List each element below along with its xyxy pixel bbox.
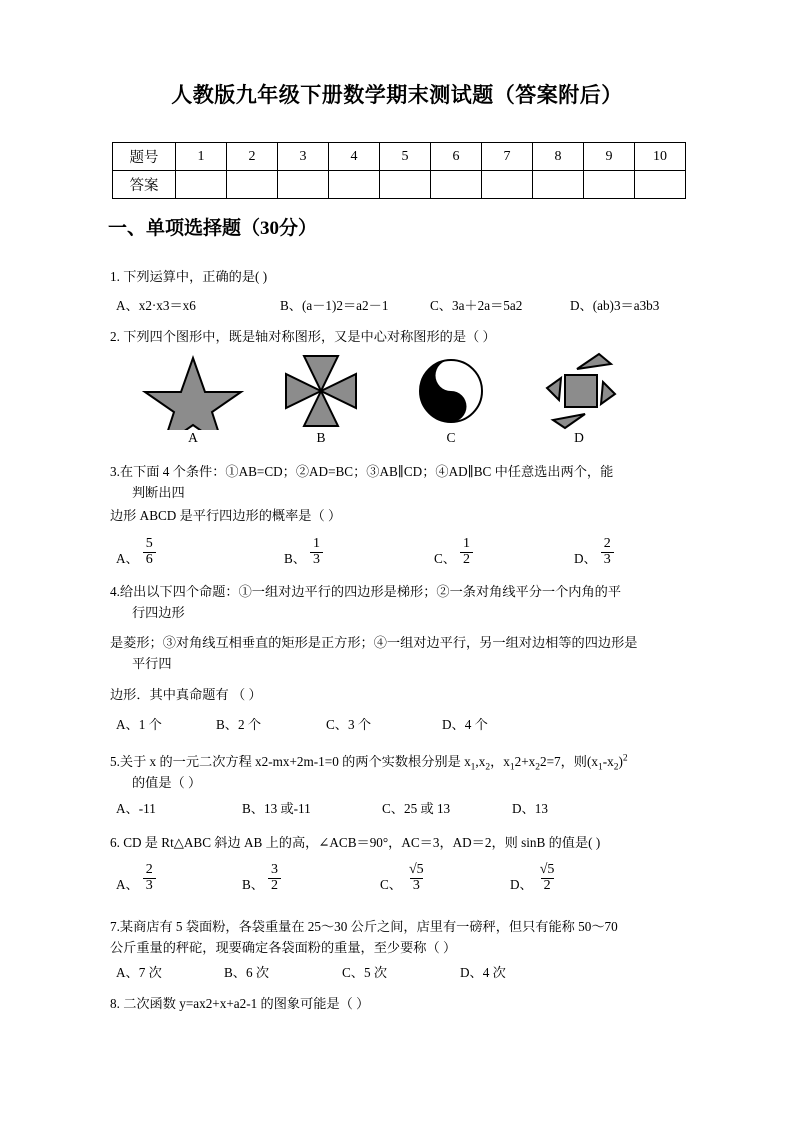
figure-b-pinwheel-cross [266, 352, 376, 430]
question-number-cell: 1 [176, 143, 227, 171]
page-title: 人教版九年级下册数学期末测试题（答案附后） [171, 83, 623, 107]
question-text-line-2: 行四边形 [132, 605, 185, 620]
question-3-options [112, 536, 712, 582]
figure-d-square-pinwheel [524, 352, 634, 430]
option-d[interactable]: D、4 次 [460, 965, 506, 980]
option-d[interactable]: D、4 个 [442, 717, 488, 732]
answer-cell[interactable] [227, 171, 278, 199]
question-number: 5. [110, 754, 120, 769]
question-number-cell: 4 [329, 143, 380, 171]
row-header-question-number: 题号 [113, 143, 176, 171]
question-number: 2. [110, 329, 120, 344]
question-number-cell: 10 [635, 143, 686, 171]
figure-c-yin-yang [396, 352, 506, 430]
question-7-options [112, 962, 712, 982]
question-text: 下列运算中，正确的是( ) [123, 269, 268, 284]
answer-sheet-table [112, 142, 686, 199]
question-5 [110, 751, 685, 793]
question-5-options [112, 798, 712, 818]
question-number-cell: 7 [482, 143, 533, 171]
section-heading-multiple-choice: 一、单项选择题（30分） [108, 218, 318, 239]
option-b[interactable]: B、 $\frac{3}{2}$ [242, 863, 281, 893]
question-7 [110, 916, 688, 958]
figure-a-label: A [188, 430, 198, 445]
question-text-line-1: 某商店有 5 袋面粉，各袋重量在 25～30 公斤之间，店里有一磅秤，但只有能称 50～70 [119, 919, 618, 934]
answer-cell[interactable] [533, 171, 584, 199]
figure-d-label: D [574, 430, 584, 445]
question-text-line-5: 边形．其中真命题有 （ ） [110, 687, 262, 702]
question-1 [110, 266, 670, 287]
question-8 [110, 993, 680, 1014]
option-a[interactable]: A、-11 [116, 801, 156, 816]
option-d[interactable]: D、(ab)3＝a3b3 [570, 298, 660, 313]
question-number: 6. [110, 835, 120, 850]
option-c[interactable]: C、3a＋2a＝5a2 [430, 298, 523, 313]
option-d[interactable]: D、 $\frac{2}{3}$ [574, 537, 614, 567]
question-text-line-2: 公斤重量的秤砣，现要确定各袋面粉的重量，至少要称（ ） [110, 940, 457, 955]
question-2 [110, 326, 690, 347]
option-c[interactable]: C、3 个 [326, 717, 372, 732]
option-d[interactable]: D、13 [512, 801, 548, 816]
option-c[interactable]: C、5 次 [342, 965, 388, 980]
row-header-answer: 答案 [113, 171, 176, 199]
option-c[interactable]: C、25 或 13 [382, 801, 451, 816]
question-3 [110, 461, 680, 503]
question-number: 1. [110, 269, 120, 284]
option-b[interactable]: B、2 个 [216, 717, 262, 732]
question-4-continued [110, 632, 680, 674]
option-c[interactable]: C、 $\frac{√5}{3}$ [380, 862, 424, 893]
option-b[interactable]: B、6 次 [224, 965, 270, 980]
option-d[interactable]: D、 $\frac{√5}{2}$ [510, 862, 555, 893]
square-pinwheel-icon [524, 352, 634, 430]
question-2-figures [108, 352, 688, 452]
question-6-options [112, 862, 712, 908]
pinwheel-cross-icon [266, 352, 376, 430]
question-1-options [112, 295, 712, 315]
question-number-cell: 3 [278, 143, 329, 171]
question-text-line-4: 平行四 [132, 656, 172, 671]
option-a[interactable]: A、 $\frac{2}{3}$ [116, 863, 156, 893]
option-a[interactable]: A、7 次 [116, 965, 162, 980]
question-4 [110, 581, 680, 623]
question-text-line-2: 判断出四 [132, 485, 185, 500]
question-number-cell: 8 [533, 143, 584, 171]
option-a[interactable]: A、1 个 [116, 717, 162, 732]
answer-cell[interactable] [482, 171, 533, 199]
question-number: 3. [110, 464, 120, 479]
option-a[interactable]: A、 $\frac{5}{6}$ [116, 537, 156, 567]
answer-cell[interactable] [584, 171, 635, 199]
answer-cell[interactable] [635, 171, 686, 199]
question-3-continued [110, 505, 680, 526]
question-text: 二次函数 y=ax2+x+a2-1 的图象可能是（ ） [123, 996, 370, 1011]
option-b[interactable]: B、 $\frac{1}{3}$ [284, 537, 323, 567]
figure-b-label: B [316, 430, 326, 445]
question-text-line-1: 关于 x 的一元二次方程 x2-mx+2m-1=0 的两个实数根分别是 $x_1,x_2$，$x_12+x_22=7$，则$(x_1-x_2)^2$ [119, 753, 628, 773]
answer-cell[interactable] [431, 171, 482, 199]
question-4-prompt [110, 684, 680, 705]
question-text-line-2: 的值是（ ） [132, 775, 202, 790]
option-b[interactable]: B、(a－1)2＝a2－1 [280, 298, 389, 313]
table-row-answers [113, 171, 686, 199]
question-number-cell: 6 [431, 143, 482, 171]
question-text: CD 是 Rt△ABC 斜边 AB 上的高，∠ACB＝90°，AC＝3，AD＝2，则 sinB 的值是( ) [123, 835, 601, 850]
option-c[interactable]: C、 $\frac{1}{2}$ [434, 537, 473, 567]
figure-c-label: C [446, 430, 456, 445]
answer-cell[interactable] [329, 171, 380, 199]
answer-cell[interactable] [278, 171, 329, 199]
question-number: 8. [110, 996, 120, 1011]
option-b[interactable]: B、13 或-11 [242, 801, 311, 816]
question-number: 4. [110, 584, 120, 599]
question-number-cell: 2 [227, 143, 278, 171]
question-4-options [112, 714, 712, 734]
question-number-cell: 9 [584, 143, 635, 171]
answer-cell[interactable] [176, 171, 227, 199]
question-text-line-1: 在下面 4 个条件：①AB=CD；②AD=BC；③AB∥CD；④AD∥BC 中任意选出两个，能 [119, 464, 614, 479]
question-6 [110, 832, 690, 853]
question-text-line-1: 给出以下四个命题：①一组对边平行的四边形是梯形；②一条对角线平分一个内角的平 [119, 584, 622, 599]
yin-yang-icon [396, 352, 506, 430]
table-row-numbers [113, 143, 686, 171]
question-text: 下列四个图形中，既是轴对称图形，又是中心对称图形的是（ ） [123, 329, 496, 344]
question-text-line-3: 是菱形；③对角线互相垂直的矩形是正方形；④一组对边平行，另一组对边相等的四边形是 [110, 635, 638, 650]
figure-a-star [138, 352, 248, 430]
question-number: 7. [110, 919, 120, 934]
star-icon [138, 352, 248, 430]
question-text-line-3: 边形 ABCD 是平行四边形的概率是（ ） [110, 508, 342, 523]
question-number-cell: 5 [380, 143, 431, 171]
option-a[interactable]: A、x2·x3＝x6 [116, 298, 196, 313]
answer-cell[interactable] [380, 171, 431, 199]
